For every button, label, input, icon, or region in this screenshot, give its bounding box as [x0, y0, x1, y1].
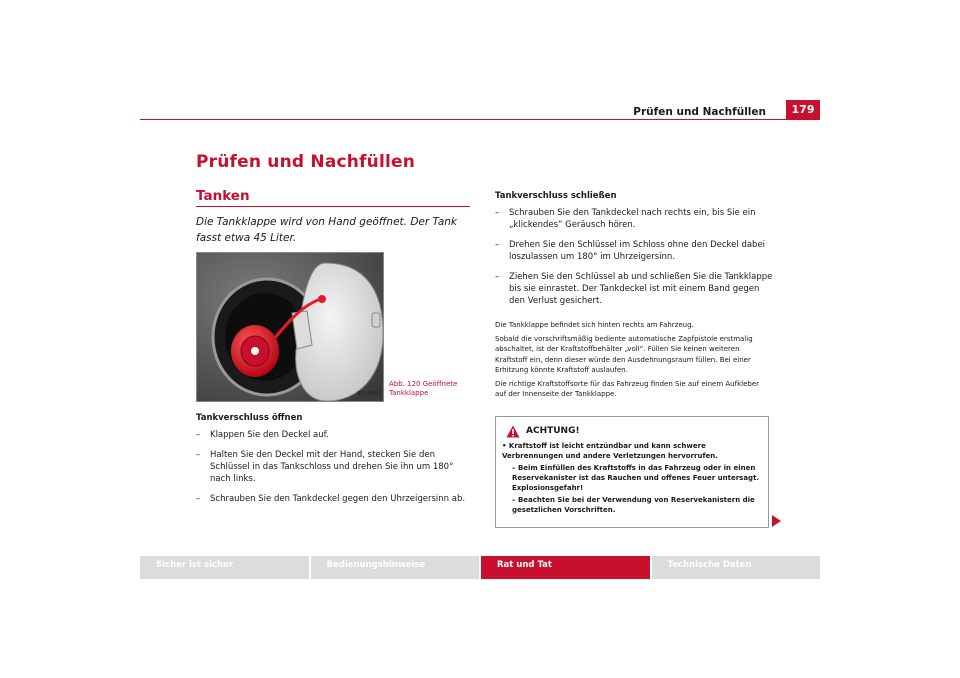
- warning-item: – Beim Einfüllen des Kraftstoffs in das Fahrzeug oder in einen Reservekanister ist das Rauchen und offenes Feuer untersagt. Explosionsgefahr!: [512, 464, 760, 492]
- open-cap-steps: [196, 429, 472, 505]
- list-item: – Schrauben Sie den Tankdeckel gegen den Uhrzeigersinn ab.: [196, 494, 466, 504]
- dash-icon: –: [512, 464, 516, 472]
- figure-caption: Abb. 120 Geöffnete Tankklappe: [389, 380, 458, 397]
- list-item: – Klappen Sie den Deckel auf.: [196, 430, 329, 440]
- section-intro: Die Tankklappe wird von Hand geöffnet. Der Tank fasst etwa 45 Liter.: [196, 216, 457, 244]
- note-paragraph: Die Tankklappe befindet sich hinten rechts am Fahrzeug.: [495, 321, 694, 329]
- warning-label: ACHTUNG!: [526, 426, 580, 436]
- tab-rat-und-tat[interactable]: Rat und Tat: [481, 556, 650, 579]
- page-number: 179: [786, 100, 820, 120]
- dash-icon: –: [196, 430, 201, 440]
- dash-icon: –: [495, 208, 500, 218]
- list-item: – Schrauben Sie den Tankdeckel nach rechts ein, bis Sie ein „klickendes“ Geräusch hören.: [495, 208, 756, 230]
- list-item: – Halten Sie den Deckel mit der Hand, stecken Sie den Schlüssel in das Tankschloss und drehen Sie ihn um 180° nach links.: [196, 450, 454, 484]
- footer-nav: [140, 556, 820, 579]
- close-cap-heading: Tankverschluss schließen: [495, 191, 617, 201]
- note-paragraph: Die richtige Kraftstoffsorte für das Fahrzeug finden Sie auf einem Aufkleber auf der Innenseite der Tankklappe.: [495, 379, 760, 398]
- header-divider: [140, 119, 820, 120]
- dash-icon: –: [512, 496, 516, 504]
- warning-main: • Kraftstoff ist leicht entzündbar und kann schwere Verbrennungen und andere Verletzungen hervorrufen.: [502, 442, 718, 460]
- dash-icon: –: [495, 272, 500, 282]
- fuel-flap-illustration: [197, 253, 383, 401]
- tab-bedienungshinweise[interactable]: Bedienungshinweise: [311, 556, 480, 579]
- dash-icon: –: [196, 494, 201, 504]
- next-page-arrow-icon[interactable]: [772, 515, 781, 527]
- list-item: – Ziehen Sie den Schlüssel ab und schließen Sie die Tankklappe bis sie einrastet. Der Tankdeckel ist mit einem Band gegen den Verlust gesichert.: [495, 272, 773, 306]
- note-paragraph: Sobald die vorschriftsmäßig bediente automatische Zapfpistole erstmalig abschaltet, ist der Kraftstoffbehälter „voll“. Füllen Sie keinen weiteren Kraftstoff ein, denn dieser würde den Ausdehnungsraum füllen. Bei einer Erhitzung könnte Kraftstoff auslaufen.: [495, 334, 753, 374]
- open-cap-block: [196, 413, 472, 513]
- close-cap-steps: [495, 207, 775, 307]
- warning-item: – Beachten Sie bei der Verwendung von Reservekanistern die gesetzlichen Vorschriften.: [512, 496, 755, 514]
- warning-box: [495, 416, 769, 528]
- warning-header: [502, 421, 762, 441]
- dash-icon: –: [196, 450, 201, 460]
- tab-technische-daten[interactable]: Technische Daten: [652, 556, 821, 579]
- chapter-title: Prüfen und Nachfüllen: [196, 152, 416, 172]
- warning-triangle-icon: [506, 425, 520, 438]
- fuel-flap-figure: [196, 252, 384, 402]
- tab-sicher-ist-sicher[interactable]: Sicher ist sicher: [140, 556, 309, 579]
- dash-icon: –: [495, 240, 500, 250]
- section-title: Tanken: [196, 188, 250, 204]
- running-header-title: Prüfen und Nachfüllen: [633, 106, 766, 118]
- notes-block: [495, 320, 771, 403]
- section-divider: [196, 206, 470, 207]
- open-cap-heading: Tankverschluss öffnen: [196, 413, 303, 423]
- bullet-icon: •: [502, 442, 507, 450]
- list-item: – Drehen Sie den Schlüssel im Schloss ohne den Deckel dabei loszulassen um 180° im Uhrzeigersinn.: [495, 240, 766, 262]
- close-cap-block: [495, 191, 775, 315]
- figure-code: B6L-0060: [357, 391, 381, 397]
